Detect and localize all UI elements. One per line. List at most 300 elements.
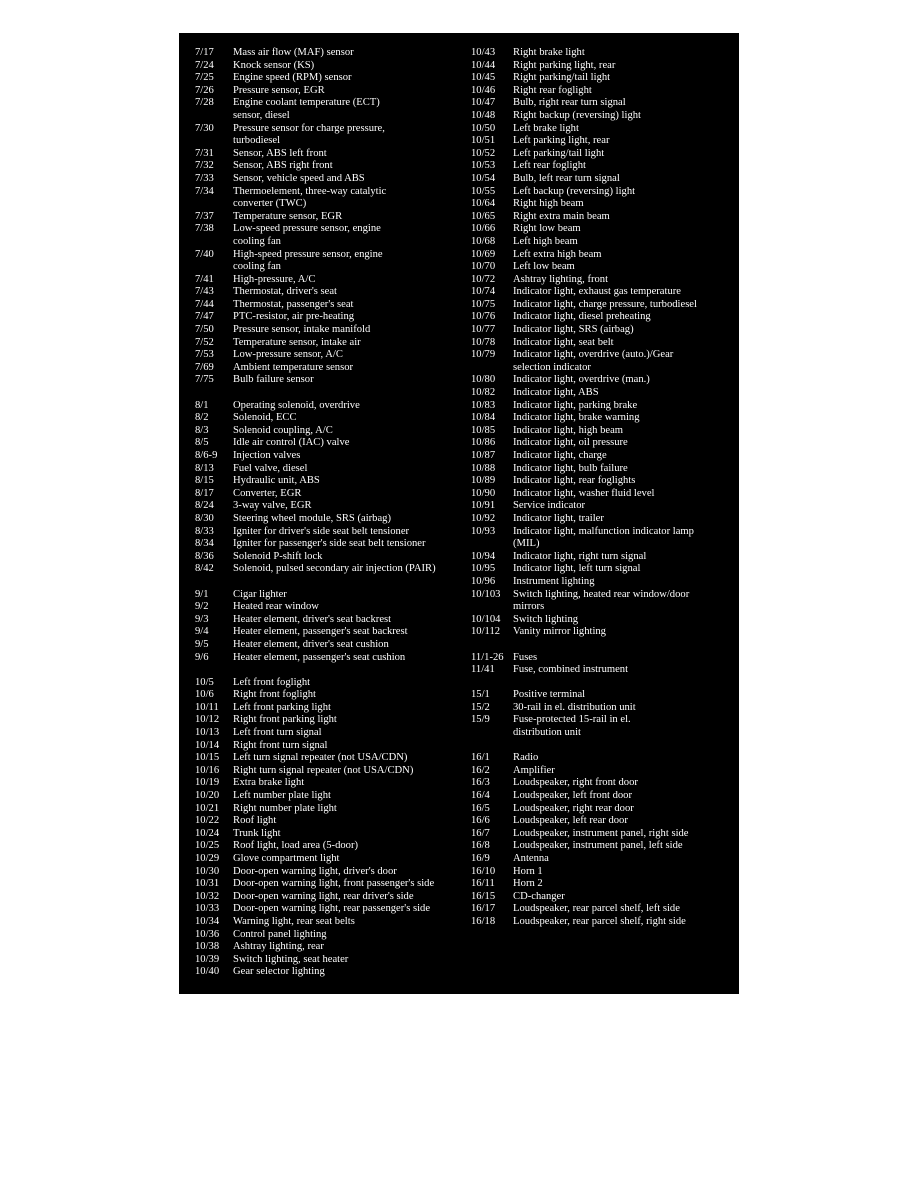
component-code: 10/93 bbox=[471, 525, 496, 537]
legend-row bbox=[471, 437, 733, 450]
component-description: Left front foglight bbox=[233, 676, 311, 688]
component-description: Loudspeaker, right front door bbox=[513, 777, 638, 789]
component-description: Indicator light, SRS (airbag) bbox=[513, 324, 634, 336]
legend-row bbox=[471, 236, 733, 249]
component-code: 7/53 bbox=[195, 349, 214, 361]
component-description: Warning light, rear seat belts bbox=[233, 915, 355, 927]
component-code: 10/104 bbox=[471, 613, 501, 625]
component-description: Ashtray lighting, front bbox=[513, 273, 609, 285]
component-description: Sensor, ABS right front bbox=[233, 160, 333, 172]
legend-row bbox=[195, 840, 470, 853]
legend-row bbox=[471, 866, 733, 879]
component-code: 10/43 bbox=[471, 47, 496, 58]
component-code: 10/80 bbox=[471, 374, 496, 386]
component-code: 10/38 bbox=[195, 941, 220, 953]
component-code: 7/28 bbox=[195, 97, 214, 109]
component-description: Mass air flow (MAF) sensor bbox=[233, 47, 354, 58]
legend-row bbox=[471, 840, 733, 853]
legend-row bbox=[471, 160, 733, 173]
component-description: Indicator light, ABS bbox=[513, 387, 599, 399]
legend-row bbox=[471, 853, 733, 866]
component-description: Idle air control (IAC) valve bbox=[233, 437, 350, 449]
component-code: 10/19 bbox=[195, 777, 220, 789]
legend-row bbox=[195, 891, 470, 904]
legend-row bbox=[195, 97, 470, 122]
legend-row bbox=[471, 450, 733, 463]
component-code: 10/30 bbox=[195, 865, 220, 877]
component-code: 7/24 bbox=[195, 59, 214, 71]
legend-row bbox=[195, 941, 470, 954]
component-description: Indicator light, oil pressure bbox=[513, 437, 628, 449]
component-code: 10/92 bbox=[471, 512, 496, 524]
legend-row bbox=[471, 463, 733, 476]
legend-row bbox=[195, 601, 470, 614]
component-description: Heater element, driver's seat cushion bbox=[233, 638, 389, 650]
component-code: 10/87 bbox=[471, 450, 496, 461]
legend-row bbox=[195, 513, 470, 526]
legend-row bbox=[195, 249, 470, 274]
component-description: Left low beam bbox=[513, 261, 575, 273]
legend-row bbox=[471, 198, 733, 211]
section-spacer bbox=[195, 664, 470, 677]
component-code: 10/90 bbox=[471, 487, 496, 499]
component-description: 3-way valve, EGR bbox=[233, 500, 312, 512]
component-code: 16/4 bbox=[471, 790, 490, 802]
component-code: 10/69 bbox=[471, 248, 496, 260]
component-description: Steering wheel module, SRS (airbag) bbox=[233, 512, 391, 524]
component-description: Left turn signal repeater (not USA/CDN) bbox=[233, 752, 408, 764]
component-code: 10/24 bbox=[195, 827, 220, 839]
legend-row bbox=[195, 538, 470, 551]
component-code: 16/17 bbox=[471, 903, 496, 915]
legend-row bbox=[471, 903, 733, 916]
component-description: Pressure sensor, EGR bbox=[233, 84, 325, 96]
component-description: Right brake light bbox=[513, 47, 585, 58]
component-code: 10/33 bbox=[195, 903, 220, 915]
component-description: Indicator light, right turn signal bbox=[513, 550, 647, 562]
component-code: 11/41 bbox=[471, 664, 495, 676]
component-description: Indicator light, parking brake bbox=[513, 399, 638, 411]
component-description: Cigar lighter bbox=[233, 588, 287, 600]
component-description: Glove compartment light bbox=[233, 853, 340, 864]
legend-row bbox=[195, 689, 470, 702]
legend-row bbox=[471, 891, 733, 904]
legend-row bbox=[195, 60, 470, 73]
component-description: Indicator light, malfunction indicator lamp bbox=[513, 525, 694, 537]
legend-row bbox=[471, 652, 733, 665]
component-description: Heater element, passenger's seat backrest bbox=[233, 626, 408, 638]
legend-row bbox=[195, 916, 470, 929]
component-description: Pressure sensor, intake manifold bbox=[233, 324, 371, 336]
component-code: 9/4 bbox=[195, 626, 209, 638]
legend-row bbox=[195, 765, 470, 778]
component-code: 11/1-26 bbox=[471, 651, 504, 663]
component-description: Indicator light, overdrive (man.) bbox=[513, 374, 650, 386]
component-description: Fuse, combined instrument bbox=[513, 664, 629, 676]
legend-row bbox=[471, 387, 733, 400]
legend-row bbox=[471, 97, 733, 110]
component-code: 7/38 bbox=[195, 223, 214, 235]
component-code: 10/29 bbox=[195, 853, 220, 864]
legend-row bbox=[471, 815, 733, 828]
legend-row bbox=[195, 614, 470, 627]
component-description: Right number plate light bbox=[233, 802, 337, 814]
component-description: cooling fan bbox=[233, 261, 281, 273]
legend-row bbox=[471, 311, 733, 324]
legend-row bbox=[471, 173, 733, 186]
legend-row bbox=[195, 362, 470, 375]
component-description: (MIL) bbox=[513, 538, 540, 550]
legend-row bbox=[195, 311, 470, 324]
legend-row bbox=[195, 173, 470, 186]
legend-row bbox=[195, 526, 470, 539]
component-description: Heated rear window bbox=[233, 601, 319, 613]
component-description: Loudspeaker, left rear door bbox=[513, 815, 628, 827]
legend-column-left bbox=[195, 47, 470, 979]
legend-row bbox=[195, 324, 470, 337]
component-description: Indicator light, high beam bbox=[513, 424, 624, 436]
legend-row bbox=[471, 664, 733, 677]
component-description: Loudspeaker, rear parcel shelf, left side bbox=[513, 903, 680, 915]
legend-row bbox=[471, 324, 733, 337]
legend-row bbox=[195, 488, 470, 501]
component-description: Engine speed (RPM) sensor bbox=[233, 72, 352, 84]
component-description: Indicator light, charge pressure, turbodiesel bbox=[513, 298, 697, 310]
component-description: Horn 2 bbox=[513, 878, 543, 890]
component-code: 10/47 bbox=[471, 97, 496, 109]
component-code: 7/31 bbox=[195, 147, 214, 159]
legend-row bbox=[471, 777, 733, 790]
section-spacer bbox=[471, 677, 733, 690]
component-code: 10/53 bbox=[471, 160, 496, 172]
legend-row bbox=[471, 475, 733, 488]
component-description: Indicator light, charge bbox=[513, 450, 607, 461]
legend-row bbox=[471, 765, 733, 778]
component-code: 10/85 bbox=[471, 424, 496, 436]
component-code: 10/103 bbox=[471, 588, 501, 600]
component-description: Horn 1 bbox=[513, 865, 543, 877]
component-description: Low-pressure sensor, A/C bbox=[233, 349, 343, 361]
component-code: 10/13 bbox=[195, 727, 220, 739]
component-description: Gear selector lighting bbox=[233, 966, 325, 978]
component-code: 16/10 bbox=[471, 865, 496, 877]
legend-row bbox=[471, 374, 733, 387]
legend-row bbox=[471, 299, 733, 312]
legend-row bbox=[195, 652, 470, 665]
component-code: 16/1 bbox=[471, 752, 490, 764]
legend-row bbox=[195, 853, 470, 866]
component-description: Right low beam bbox=[513, 223, 581, 235]
legend-row bbox=[471, 85, 733, 98]
legend-row bbox=[195, 727, 470, 740]
legend-row bbox=[195, 878, 470, 891]
component-description: Right parking/tail light bbox=[513, 72, 611, 84]
component-description: Injection valves bbox=[233, 450, 301, 461]
component-code: 7/25 bbox=[195, 72, 214, 84]
component-description: Indicator light, washer fluid level bbox=[513, 487, 655, 499]
component-code: 10/68 bbox=[471, 235, 496, 247]
section-spacer bbox=[195, 387, 470, 400]
legend-row bbox=[471, 186, 733, 199]
legend-row bbox=[471, 526, 733, 551]
legend-row bbox=[195, 85, 470, 98]
legend-row bbox=[195, 702, 470, 715]
legend-row bbox=[471, 576, 733, 589]
component-code: 10/112 bbox=[471, 626, 501, 638]
component-code: 7/47 bbox=[195, 311, 214, 323]
component-code: 10/39 bbox=[195, 953, 220, 965]
component-code: 10/79 bbox=[471, 349, 496, 361]
legend-row bbox=[195, 148, 470, 161]
component-description: Thermostat, passenger's seat bbox=[233, 298, 354, 310]
component-code: 8/5 bbox=[195, 437, 209, 449]
component-description: Loudspeaker, left front door bbox=[513, 790, 633, 802]
component-description: Igniter for driver's side seat belt tensioner bbox=[233, 525, 410, 537]
component-code: 10/86 bbox=[471, 437, 496, 449]
legend-row bbox=[471, 211, 733, 224]
component-code: 8/2 bbox=[195, 412, 209, 424]
component-code: 10/22 bbox=[195, 815, 220, 827]
component-code: 16/2 bbox=[471, 764, 490, 776]
component-code: 10/75 bbox=[471, 298, 496, 310]
component-code: 8/13 bbox=[195, 462, 214, 474]
component-description: Engine coolant temperature (ECT) bbox=[233, 97, 380, 109]
component-code: 16/8 bbox=[471, 840, 490, 852]
component-code: 8/34 bbox=[195, 538, 214, 550]
component-code: 8/6-9 bbox=[195, 450, 218, 461]
component-description: Right rear foglight bbox=[513, 84, 592, 96]
component-description: Igniter for passenger's side seat belt tensioner bbox=[233, 538, 426, 550]
component-description: Loudspeaker, instrument panel, left side bbox=[513, 840, 683, 852]
legend-row bbox=[471, 790, 733, 803]
component-description: Instrument lighting bbox=[513, 575, 595, 587]
legend-row bbox=[471, 714, 733, 739]
component-description: Indicator light, left turn signal bbox=[513, 563, 641, 575]
component-code: 10/78 bbox=[471, 336, 496, 348]
legend-row bbox=[195, 551, 470, 564]
component-description: Indicator light, seat belt bbox=[513, 336, 614, 348]
component-code: 7/30 bbox=[195, 122, 214, 134]
legend-row bbox=[471, 752, 733, 765]
component-code: 10/96 bbox=[471, 575, 496, 587]
component-description: Loudspeaker, instrument panel, right side bbox=[513, 827, 689, 839]
component-description: Door-open warning light, driver's door bbox=[233, 865, 397, 877]
legend-row bbox=[195, 626, 470, 639]
legend-row bbox=[195, 211, 470, 224]
component-description: Ashtray lighting, rear bbox=[233, 941, 324, 953]
component-description: Solenoid, pulsed secondary air injection (PAIR) bbox=[233, 563, 436, 575]
legend-row bbox=[195, 47, 470, 60]
legend-row bbox=[471, 135, 733, 148]
component-description: 30-rail in el. distribution unit bbox=[513, 701, 636, 713]
component-description: Left number plate light bbox=[233, 790, 331, 802]
component-description: Right front foglight bbox=[233, 689, 316, 701]
component-code: 10/77 bbox=[471, 324, 496, 336]
component-description: Ambient temperature sensor bbox=[233, 361, 354, 373]
component-code: 10/36 bbox=[195, 928, 220, 940]
component-code: 10/76 bbox=[471, 311, 496, 323]
component-code: 10/55 bbox=[471, 185, 496, 197]
component-code: 10/16 bbox=[195, 764, 220, 776]
component-description: Indicator light, diesel preheating bbox=[513, 311, 651, 323]
component-code: 9/6 bbox=[195, 651, 209, 663]
component-code: 7/75 bbox=[195, 374, 214, 386]
component-description: Loudspeaker, right rear door bbox=[513, 802, 634, 814]
component-description: Right backup (reversing) light bbox=[513, 109, 641, 121]
legend-row bbox=[471, 47, 733, 60]
component-description: Switch lighting bbox=[513, 613, 579, 625]
component-code: 10/15 bbox=[195, 752, 220, 764]
component-code: 10/40 bbox=[195, 966, 220, 978]
legend-row bbox=[471, 626, 733, 639]
component-code: 10/89 bbox=[471, 475, 496, 487]
component-description: turbodiesel bbox=[233, 135, 281, 147]
legend-row bbox=[471, 500, 733, 513]
component-code: 16/5 bbox=[471, 802, 490, 814]
component-description: Sensor, ABS left front bbox=[233, 147, 327, 159]
legend-row bbox=[471, 400, 733, 413]
component-code: 9/5 bbox=[195, 638, 209, 650]
legend-row bbox=[471, 689, 733, 702]
component-description: Indicator light, rear foglights bbox=[513, 475, 636, 487]
component-description: Door-open warning light, rear passenger's side bbox=[233, 903, 431, 915]
component-description: Left parking light, rear bbox=[513, 135, 610, 147]
component-code: 10/91 bbox=[471, 500, 496, 512]
component-description: Positive terminal bbox=[513, 689, 586, 701]
component-code: 8/17 bbox=[195, 487, 214, 499]
legend-row bbox=[195, 966, 470, 979]
component-description: Indicator light, trailer bbox=[513, 512, 604, 524]
component-code: 16/6 bbox=[471, 815, 490, 827]
legend-row bbox=[195, 286, 470, 299]
component-description: Loudspeaker, rear parcel shelf, right side bbox=[513, 915, 686, 927]
component-description: Left backup (reversing) light bbox=[513, 185, 636, 197]
legend-row bbox=[195, 790, 470, 803]
component-code: 16/18 bbox=[471, 915, 496, 927]
legend-row bbox=[195, 866, 470, 879]
legend-row bbox=[471, 916, 733, 929]
component-description: Trunk light bbox=[233, 827, 281, 839]
component-description: Bulb, left rear turn signal bbox=[513, 172, 620, 184]
component-description: CD-changer bbox=[513, 890, 565, 902]
component-description: Indicator light, brake warning bbox=[513, 412, 640, 424]
component-description: Vanity mirror lighting bbox=[513, 626, 606, 638]
component-code: 10/84 bbox=[471, 412, 496, 424]
component-description: Right extra main beam bbox=[513, 210, 610, 222]
component-code: 15/2 bbox=[471, 701, 490, 713]
component-code: 10/32 bbox=[195, 890, 220, 902]
component-code: 15/9 bbox=[471, 714, 490, 726]
legend-row bbox=[471, 60, 733, 73]
legend-row bbox=[195, 160, 470, 173]
component-code: 10/52 bbox=[471, 147, 496, 159]
component-code: 7/52 bbox=[195, 336, 214, 348]
component-code: 10/25 bbox=[195, 840, 220, 852]
component-code: 10/20 bbox=[195, 790, 220, 802]
legend-row bbox=[471, 337, 733, 350]
component-description: Left rear foglight bbox=[513, 160, 586, 172]
legend-column-right bbox=[471, 47, 733, 929]
legend-row bbox=[195, 412, 470, 425]
component-description: Control panel lighting bbox=[233, 928, 327, 940]
legend-row bbox=[195, 954, 470, 967]
legend-row bbox=[471, 274, 733, 287]
component-code: 10/12 bbox=[195, 714, 220, 726]
component-code: 7/69 bbox=[195, 361, 214, 373]
legend-row bbox=[471, 702, 733, 715]
component-code: 10/6 bbox=[195, 689, 214, 701]
component-description: converter (TWC) bbox=[233, 198, 307, 210]
component-code: 7/17 bbox=[195, 47, 214, 58]
legend-row bbox=[471, 148, 733, 161]
legend-row bbox=[195, 437, 470, 450]
legend-row bbox=[195, 803, 470, 816]
component-code: 10/94 bbox=[471, 550, 496, 562]
component-code: 10/50 bbox=[471, 122, 496, 134]
component-description: Right front turn signal bbox=[233, 739, 328, 751]
component-description: Indicator light, exhaust gas temperature bbox=[513, 286, 681, 298]
component-code: 10/74 bbox=[471, 286, 496, 298]
section-spacer bbox=[471, 740, 733, 753]
component-description: Hydraulic unit, ABS bbox=[233, 475, 320, 487]
component-code: 10/11 bbox=[195, 701, 219, 713]
component-description: Roof light bbox=[233, 815, 277, 827]
legend-row bbox=[195, 72, 470, 85]
component-description: Indicator light, bulb failure bbox=[513, 462, 628, 474]
component-description: Fuse-protected 15-rail in el. bbox=[513, 714, 631, 726]
component-code: 7/37 bbox=[195, 210, 214, 222]
component-description: PTC-resistor, air pre-heating bbox=[233, 311, 355, 323]
component-description: Roof light, load area (5-door) bbox=[233, 840, 359, 852]
legend-row bbox=[471, 72, 733, 85]
component-code: 10/48 bbox=[471, 109, 496, 121]
legend-row bbox=[195, 714, 470, 727]
legend-row bbox=[195, 374, 470, 387]
component-code: 10/82 bbox=[471, 387, 496, 399]
component-description: Right front parking light bbox=[233, 714, 337, 726]
component-description: Door-open warning light, front passenger's side bbox=[233, 878, 435, 890]
component-description: Thermostat, driver's seat bbox=[233, 286, 337, 298]
legend-row bbox=[195, 903, 470, 916]
legend-row bbox=[471, 803, 733, 816]
component-code: 8/36 bbox=[195, 550, 214, 562]
component-description: Temperature sensor, intake air bbox=[233, 336, 361, 348]
legend-row bbox=[471, 349, 733, 374]
component-code: 10/72 bbox=[471, 273, 496, 285]
legend-row bbox=[195, 777, 470, 790]
component-code: 16/15 bbox=[471, 890, 496, 902]
component-description: distribution unit bbox=[513, 727, 581, 739]
component-description: Knock sensor (KS) bbox=[233, 59, 315, 71]
component-description: mirrors bbox=[513, 601, 545, 613]
component-description: Right high beam bbox=[513, 198, 584, 210]
component-code: 10/65 bbox=[471, 210, 496, 222]
component-description: Door-open warning light, rear driver's side bbox=[233, 890, 414, 902]
legend-row bbox=[471, 110, 733, 123]
section-spacer bbox=[471, 639, 733, 652]
legend-row bbox=[471, 828, 733, 841]
component-description: Indicator light, overdrive (auto.)/Gear bbox=[513, 349, 674, 361]
component-code: 7/33 bbox=[195, 172, 214, 184]
component-code: 7/44 bbox=[195, 298, 214, 310]
component-code: 8/1 bbox=[195, 399, 209, 411]
component-code: 10/95 bbox=[471, 563, 496, 575]
component-code: 10/21 bbox=[195, 802, 220, 814]
component-code: 10/34 bbox=[195, 915, 220, 927]
component-description: sensor, diesel bbox=[233, 109, 290, 121]
legend-row bbox=[195, 475, 470, 488]
component-description: Switch lighting, heated rear window/door bbox=[513, 588, 690, 600]
